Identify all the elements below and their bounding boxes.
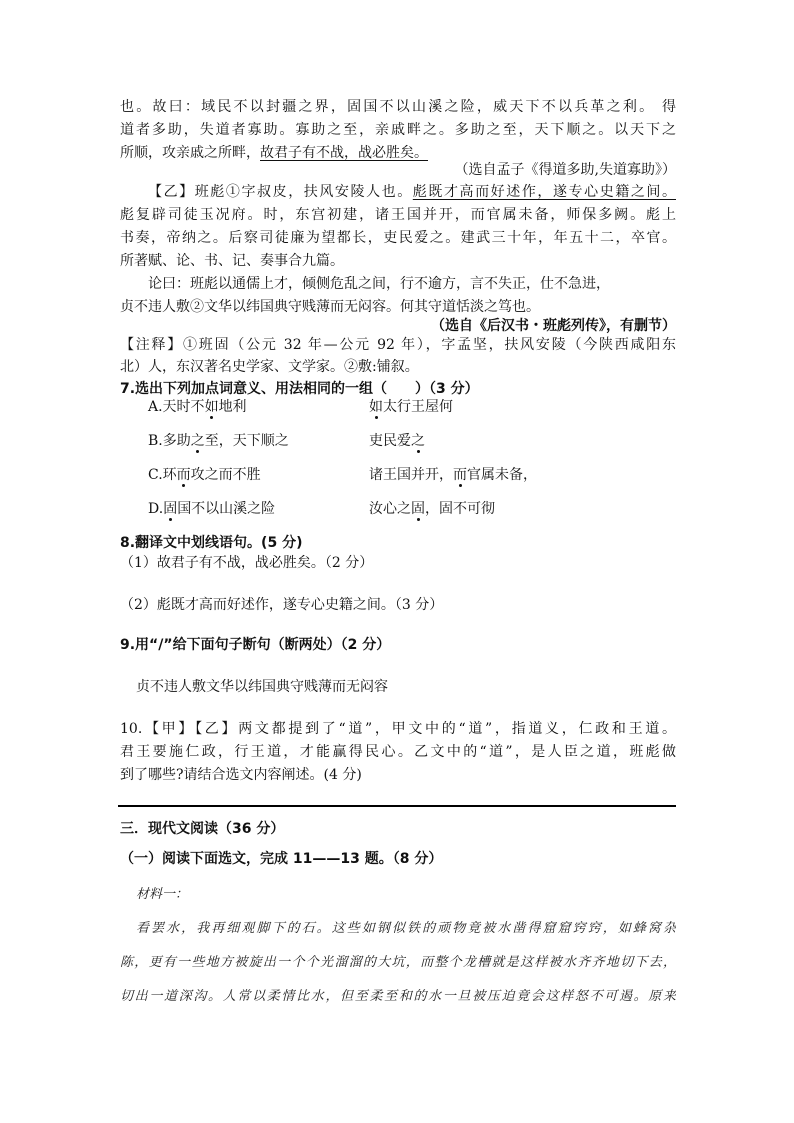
yi-comment-line-2: 贞不违人敷②文华以纬国典守贱薄而无闷容。何其守道恬淡之笃也。 — [120, 299, 540, 315]
yi-label: 【乙】 — [148, 184, 195, 200]
material-label: 材料一： — [136, 887, 189, 902]
yi-underlined-sentence: 彪既才高而好述作，遂专心史籍之间。 — [412, 184, 676, 200]
q7-option-d-right: 汝心之固，固不可彻 — [369, 501, 495, 517]
q7-option-a-right: 如太行王屋何 — [369, 399, 453, 415]
jia-line-1: 也。故曰：域民不以封疆之界，固国不以山溪之险，威天下不以兵革之利。 得 — [120, 99, 676, 115]
material-line-3: 切出一道深沟。人常以柔情比水，但至柔至和的水一旦被压迫竟会这样怒不可遏。原来 — [120, 989, 676, 1004]
jia-line-2: 道者多助，失道者寡助。寡助之至，亲戚畔之。多助之至，天下顺之。以天下之 — [120, 122, 676, 138]
q7-option-c-left: C.环而攻之而不胜 — [148, 467, 261, 483]
q9-title: 9.用“/”给下面句子断句（断两处）（2 分） — [120, 637, 391, 653]
q10-line-2: 君王要施仁政，行王道，才能赢得民心。乙文中的“道”，是人臣之道，班彪做 — [120, 744, 676, 760]
q8-item-1: （1）故君子有不战，战必胜矣。（2 分） — [120, 555, 374, 571]
q7-title: 7.选出下列加点词意义、用法相同的一组（ ）（3 分） — [120, 381, 479, 397]
yi-source: （选自《后汉书・班彪列传》，有删节） — [431, 318, 676, 334]
q7-option-a-left: A.天时不如地利 — [148, 399, 247, 415]
q8-item-2: （2）彪既才高而好述作，遂专心史籍之间。（3 分） — [120, 597, 444, 613]
q7-option-d-left: D.固国不以山溪之险 — [148, 501, 276, 517]
material-line-1: 看罢水，我再细观脚下的石。这些如钢似铁的顽物竟被水凿得窟窟窍窍，如蜂窝杂 — [136, 921, 676, 936]
yi-line-3: 书奏，帝纳之。后察司徒廉为望都长，吏民爱之。建武三十年，年五十二，卒官。 — [120, 230, 676, 246]
yi-line-1: 【乙】班彪①字叔皮，扶风安陵人也。彪既才高而好述作，遂专心史籍之间。 — [148, 184, 676, 200]
q7-option-b-left: B.多助之至，天下顺之 — [148, 433, 289, 449]
q9-sentence: 贞不违人敷文华以纬国典守贱薄而无闷容 — [136, 679, 388, 695]
section-divider — [118, 805, 676, 807]
q8-title: 8.翻译文中划线语句。(5 分) — [120, 535, 303, 551]
q10-line-3: 到了哪些?请结合选文内容阐述。(4 分) — [120, 767, 362, 783]
yi-line-2: 彪复辟司徒玉况府。时，东宫初建，诸王国并开，而官属未备，师保多阙。彪上 — [120, 207, 676, 223]
section3-title: 三．现代文阅读（36 分） — [120, 821, 285, 837]
q7-option-c-right: 诸王国并开，而官属未备， — [369, 467, 537, 483]
yi-line-4: 所著赋、论、书、记、奏事合九篇。 — [120, 253, 344, 269]
notes-line-1: 【注释】①班固（公元 32 年—公元 92 年），字孟坚，扶风安陵（今陕西咸阳东 — [120, 337, 676, 353]
jia-line-3: 所顺，攻亲戚之所畔，故君子有不战，战必胜矣。 — [120, 145, 428, 161]
notes-line-2: 北）人，东汉著名史学家、文学家。②敷:铺叙。 — [120, 359, 419, 375]
material-line-2: 陈，更有一些地方被旋出一个个光溜溜的大坑，而整个龙槽就是这样被水齐齐地切下去， — [120, 955, 676, 970]
q10-line-1: 10.【甲】【乙】两文都提到了“道”，甲文中的“道”，指道义，仁政和王道。 — [120, 721, 676, 737]
jia-source: （选自孟子《得道多助,失道寡助》） — [454, 162, 676, 178]
yi-comment-line-1: 论曰：班彪以通儒上才，倾侧危乱之间，行不逾方，言不失正，仕不急进， — [148, 276, 610, 292]
q7-option-b-right: 吏民爱之 — [369, 433, 425, 449]
notes-label: 【注释】 — [120, 337, 184, 353]
jia-underlined-sentence: 故君子有不战，战必胜矣。 — [260, 145, 428, 161]
section3-subtitle: （一）阅读下面选文，完成 11——13 题。（8 分） — [120, 851, 443, 867]
